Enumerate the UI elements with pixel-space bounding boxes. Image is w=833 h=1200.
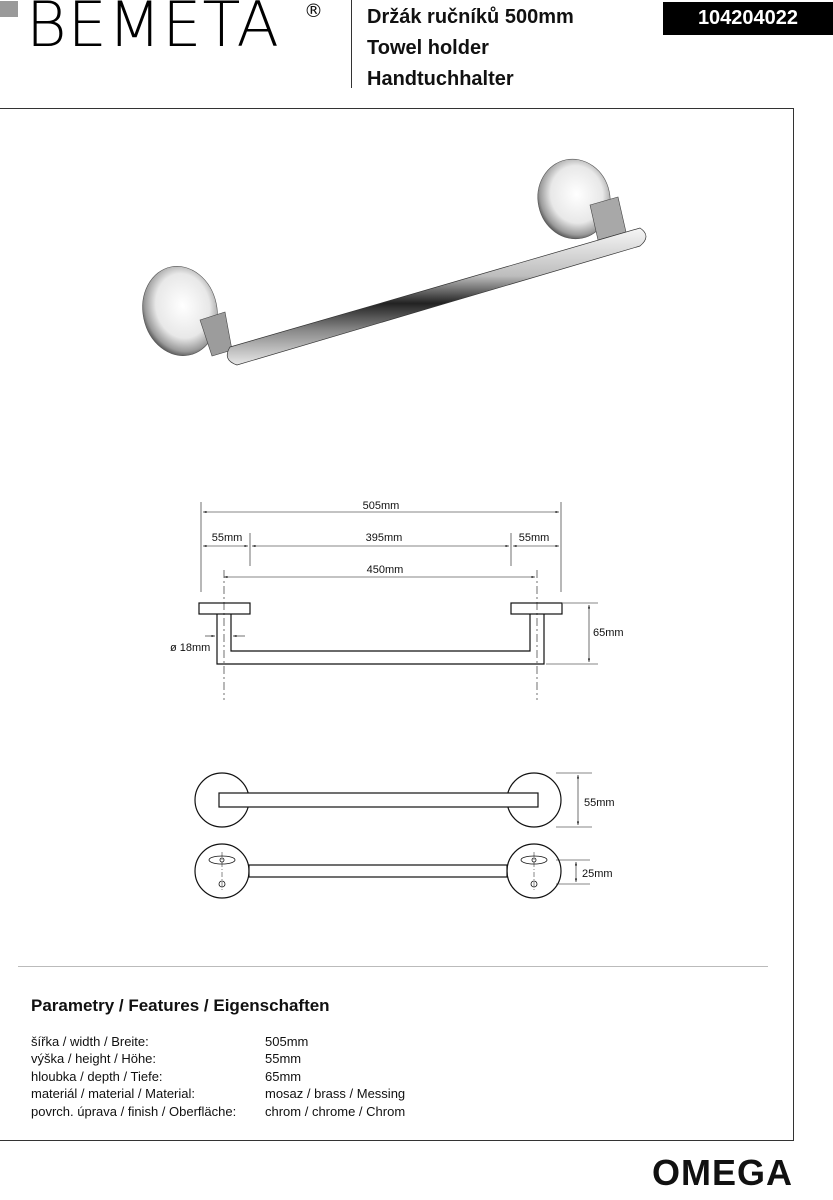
spec-value: mosaz / brass / Messing xyxy=(265,1086,406,1102)
back-view xyxy=(195,844,590,898)
dim-axis: 450mm xyxy=(366,564,404,576)
left-post xyxy=(200,312,232,356)
top-view xyxy=(195,773,592,827)
spec-row xyxy=(31,1050,405,1067)
spec-value: 55mm xyxy=(265,1051,302,1067)
spec-label: materiál / material / Material: xyxy=(31,1086,195,1102)
section-divider xyxy=(18,966,768,967)
dim-diameter: ø 18mm xyxy=(170,642,211,654)
dim-middle: 395mm xyxy=(365,532,403,544)
spec-label: hloubka / depth / Tiefe: xyxy=(31,1068,163,1084)
dim-left-flange: 55mm xyxy=(211,532,243,544)
spec-row xyxy=(31,1068,405,1085)
spec-value: chrom / chrome / Chrom xyxy=(265,1103,406,1119)
title-english: Towel holder xyxy=(367,37,489,59)
brand-logo: BEMETA xyxy=(26,0,280,61)
spec-row xyxy=(31,1103,405,1120)
registered-mark: ® xyxy=(304,0,323,22)
dim-right-flange: 55mm xyxy=(518,532,550,544)
spec-value: 65mm xyxy=(265,1068,302,1084)
dim-depth: 65mm xyxy=(593,627,624,639)
product-photo xyxy=(134,152,646,365)
spec-table xyxy=(31,1033,405,1120)
product-code-badge: 104204022 xyxy=(663,2,833,35)
spec-value: 505mm xyxy=(265,1034,309,1049)
spec-label: šířka / width / Breite: xyxy=(31,1034,149,1049)
features-heading: Parametry / Features / Eigenschaften xyxy=(31,996,330,1015)
towel-bar xyxy=(227,228,646,365)
spec-label: povrch. úprava / finish / Oberfläche: xyxy=(31,1103,237,1119)
title-czech: Držák ručníků 500mm xyxy=(367,6,574,28)
dim-height: 55mm xyxy=(584,797,615,809)
dim-total-width: 505mm xyxy=(362,500,400,512)
spec-row xyxy=(31,1033,405,1050)
spec-label: výška / height / Höhe: xyxy=(31,1051,157,1067)
title-german: Handtuchhalter xyxy=(367,68,514,90)
series-name: OMEGA xyxy=(651,1152,793,1193)
dim-rosette: 25mm xyxy=(582,868,613,880)
spec-row xyxy=(31,1085,405,1102)
